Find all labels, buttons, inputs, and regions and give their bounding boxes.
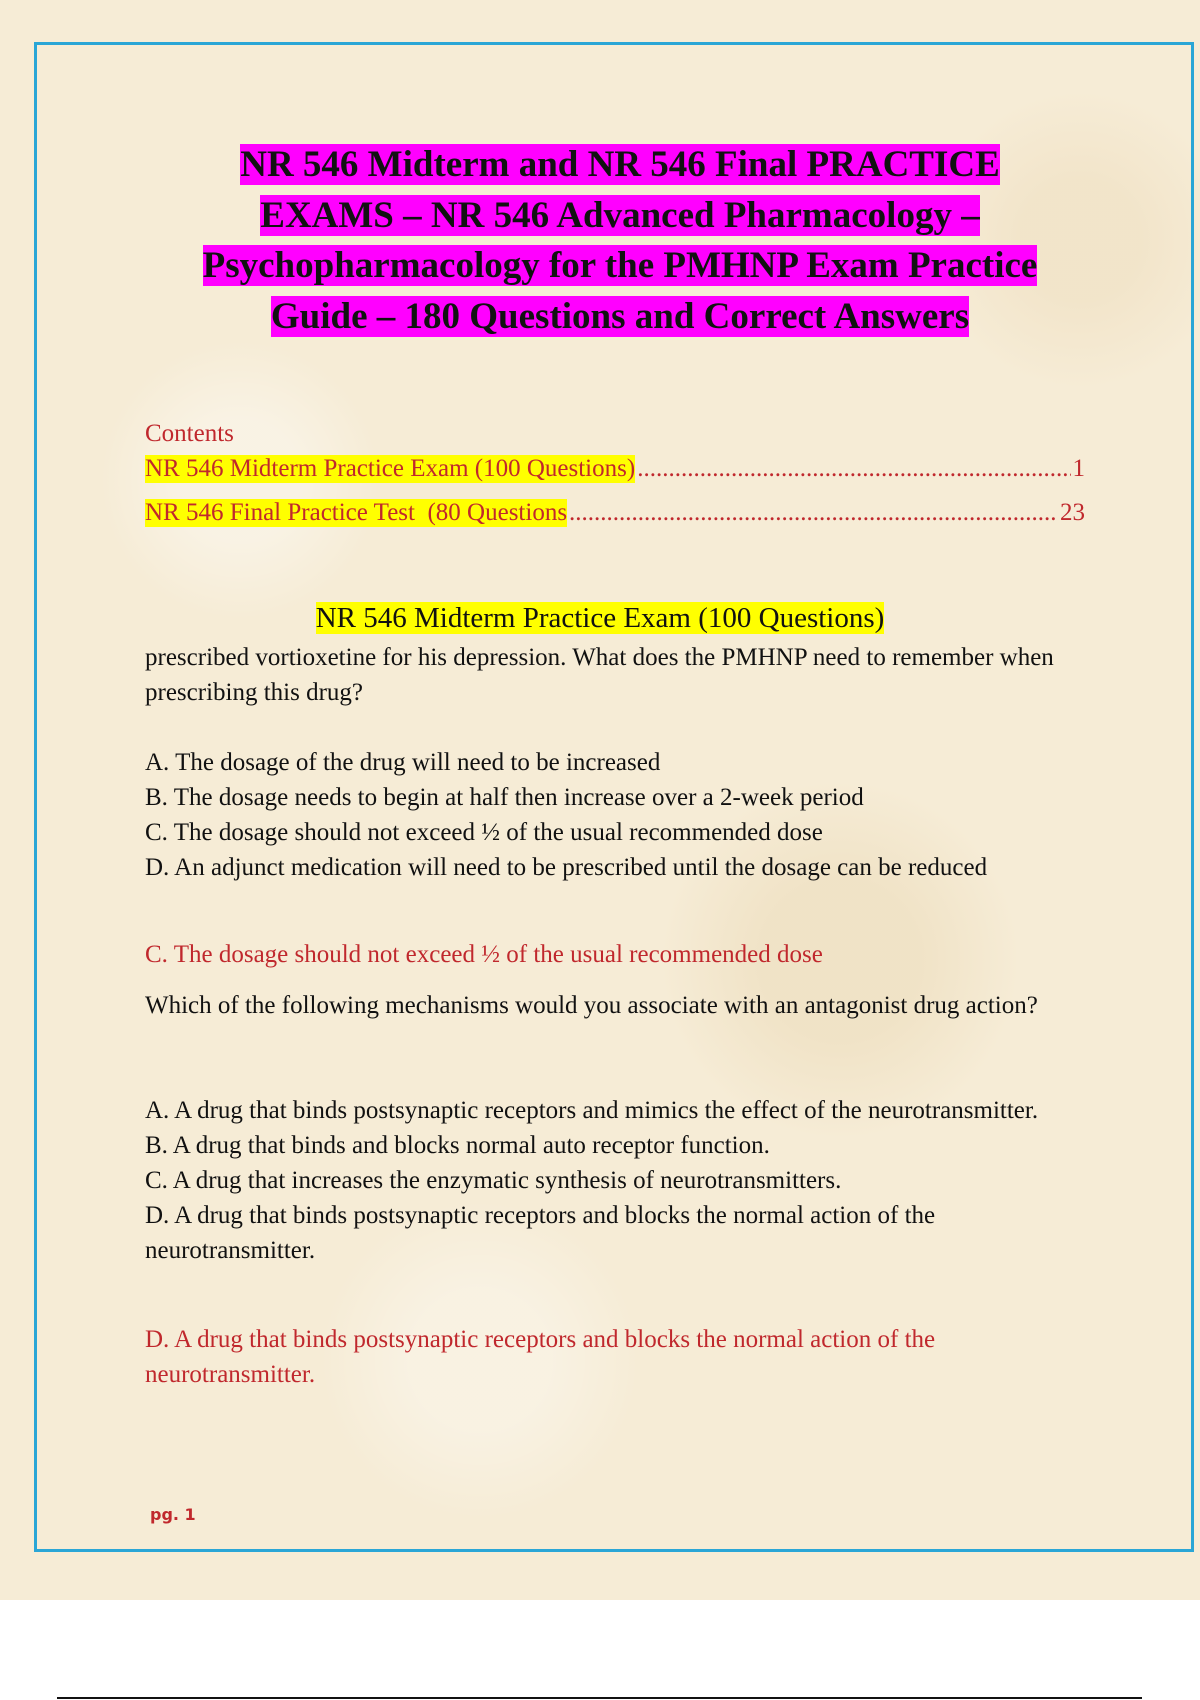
option-c: C. The dosage should not exceed ½ of the usual recommended dose [145,819,823,846]
bottom-divider [57,1697,1142,1699]
toc-leader-dots [637,455,1070,483]
option-a: A. A drug that binds postsynaptic receptors and mimics the effect of the neurotransmitter. [145,1097,1039,1124]
option-b: B. A drug that binds and blocks normal auto receptor function. [145,1132,770,1159]
section-heading [0,602,1200,635]
toc-leader-dots [569,499,1058,527]
question-stem: prescribed vortioxetine for his depression. What does the PMHNP need to remember when prescribing this drug? [145,644,1054,706]
title-line: Psychopharmacology for the PMHNP Exam Practice [202,245,1038,286]
answer-text: D. A drug that binds postsynaptic receptors and blocks the normal action of the neurotransmitter. [145,1326,936,1388]
option-d: D. A drug that binds postsynaptic receptors and blocks the normal action of the neurotransmitter. [145,1202,936,1264]
question-stem: Which of the following mechanisms would you associate with an antagonist drug action? [145,992,1038,1019]
title-line: EXAMS – NR 546 Advanced Pharmacology – [260,194,980,236]
option-d: D. An adjunct medication will need to be prescribed until the dosage can be reduced [145,854,988,881]
option-c: C. A drug that increases the enzymatic synthesis of neurotransmitters. [145,1167,842,1194]
section-heading-text: NR 546 Midterm Practice Exam (100 Questions) [315,602,885,634]
toc-entry-page[interactable]: 1 [1072,455,1085,482]
toc-entry-label[interactable]: NR 546 Midterm Practice Exam (100 Questions) [145,455,636,482]
toc-entry-label[interactable]: NR 546 Final Practice Test (80 Questions [145,499,568,526]
title-line: NR 546 Midterm and NR 546 Final PRACTICE [240,144,1000,185]
contents-heading: Contents [145,420,234,447]
option-b: B. The dosage needs to begin at half then increase over a 2-week period [145,784,864,811]
question-options [145,745,1085,885]
toc-entry-final[interactable] [145,499,1085,527]
toc-entry-page[interactable]: 23 [1060,499,1085,526]
document-title [140,140,1100,342]
title-line: Guide – 180 Questions and Correct Answers [270,295,970,337]
answer-text: C. The dosage should not exceed ½ of the usual recommended dose [145,941,823,968]
question-options [145,1093,1085,1268]
page-number: pg. 1 [150,1505,196,1524]
option-a: A. The dosage of the drug will need to be increased [145,749,661,776]
toc-entry-midterm[interactable] [145,455,1085,483]
